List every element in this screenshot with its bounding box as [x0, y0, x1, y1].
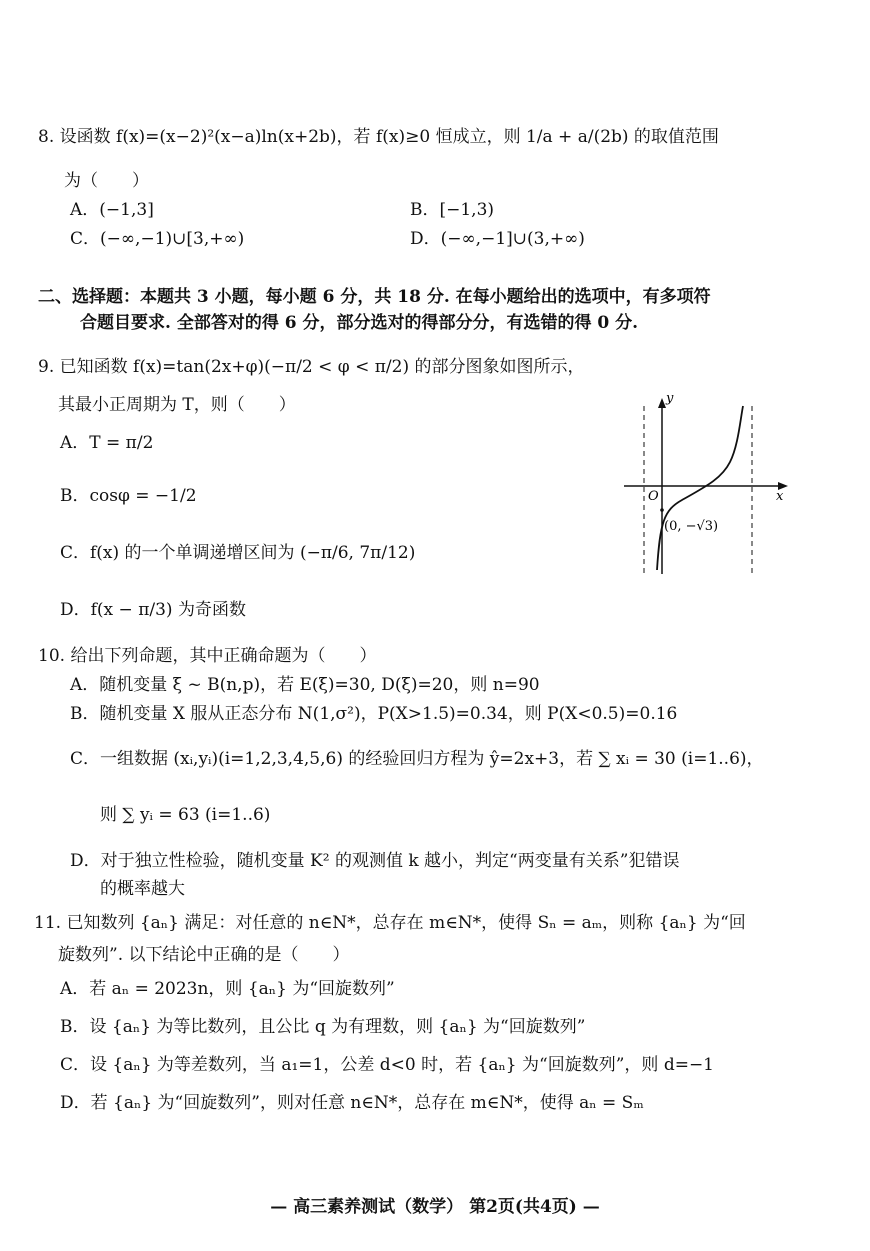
q8-option-a: A．(−1,3]: [70, 200, 154, 220]
origin-label: O: [648, 489, 659, 504]
q11-stem: 11. 已知数列 {aₙ} 满足：对任意的 n∈N*，总存在 m∈N*，使得 Sₙ = aₘ，则称 {aₙ} 为“回: [34, 913, 746, 933]
q11-stem-cont: 旋数列”. 以下结论中正确的是（ ）: [58, 945, 350, 965]
tan-curve: [657, 406, 743, 570]
q9-stem-cont: 其最小正周期为 T，则（ ）: [58, 395, 296, 415]
q9-stem: 9. 已知函数 f(x)=tan(2x+φ)(−π/2 < φ < π/2) 的部分图象如图所示，: [38, 357, 585, 377]
q8-stem-cont: 为（ ）: [64, 171, 149, 191]
y-axis-arrow-icon: [658, 398, 666, 408]
q8-stem: 8. 设函数 f(x)=(x−2)²(x−a)ln(x+2b)，若 f(x)≥0 恒成立，则 1/a + a/(2b) 的取值范围: [38, 127, 719, 147]
q10-option-c-cont: 则 ∑ yᵢ = 63 (i=1..6): [100, 805, 271, 825]
point-label: (0, −√3): [664, 519, 719, 534]
q10-option-d-cont: 的概率越大: [100, 879, 185, 899]
page-footer: — 高三素养测试（数学） 第2页(共4页) —: [270, 1197, 600, 1217]
section2-line2: 合题目要求. 全部答对的得 6 分，部分选对的得部分分，有选错的得 0 分.: [80, 313, 639, 333]
q11-option-a: A．若 aₙ = 2023n，则 {aₙ} 为“回旋数列”: [60, 979, 395, 999]
q10-option-d: D．对于独立性检验，随机变量 K² 的观测值 k 越小，判定“两变量有关系”犯错误: [70, 851, 680, 871]
q9-option-b: B．cosφ = −1/2: [60, 486, 197, 506]
q10-stem: 10. 给出下列命题，其中正确命题为（ ）: [38, 646, 377, 666]
q8-option-b: B．[−1,3): [410, 200, 495, 220]
y-intercept-point: [660, 508, 664, 512]
q10-option-c: C．一组数据 (xᵢ,yᵢ)(i=1,2,3,4,5,6) 的经验回归方程为 ŷ=2x+3，若 ∑ xᵢ = 30 (i=1..6)，: [70, 749, 764, 769]
section2-line1: 二、选择题：本题共 3 小题，每小题 6 分，共 18 分. 在每小题给出的选项中，有多项符: [38, 287, 711, 307]
x-axis-label: x: [776, 489, 784, 504]
q8-option-d: D．(−∞,−1]∪(3,+∞): [410, 229, 585, 249]
q11-option-c: C．设 {aₙ} 为等差数列，当 a₁=1，公差 d<0 时，若 {aₙ} 为“回旋数列”，则 d=−1: [60, 1055, 715, 1075]
q11-option-d: D．若 {aₙ} 为“回旋数列”，则对任意 n∈N*，总存在 m∈N*，使得 aₙ = Sₘ: [60, 1093, 644, 1113]
q9-option-c: C．f(x) 的一个单调递增区间为 (−π/6, 7π/12): [60, 543, 416, 563]
q11-option-b: B．设 {aₙ} 为等比数列，且公比 q 为有理数，则 {aₙ} 为“回旋数列”: [60, 1017, 586, 1037]
q10-option-a: A．随机变量 ξ ~ B(n,p)，若 E(ξ)=30, D(ξ)=20，则 n=90: [70, 675, 540, 695]
y-axis-label: y: [666, 392, 674, 406]
tan-graph-figure: [612, 392, 792, 577]
q9-option-a: A．T = π/2: [60, 433, 154, 453]
q8-option-c: C．(−∞,−1)∪[3,+∞): [70, 229, 245, 249]
q9-option-d: D．f(x − π/3) 为奇函数: [60, 600, 246, 620]
q10-option-b: B．随机变量 X 服从正态分布 N(1,σ²)，P(X>1.5)=0.34，则 P(X<0.5)=0.16: [70, 704, 678, 724]
